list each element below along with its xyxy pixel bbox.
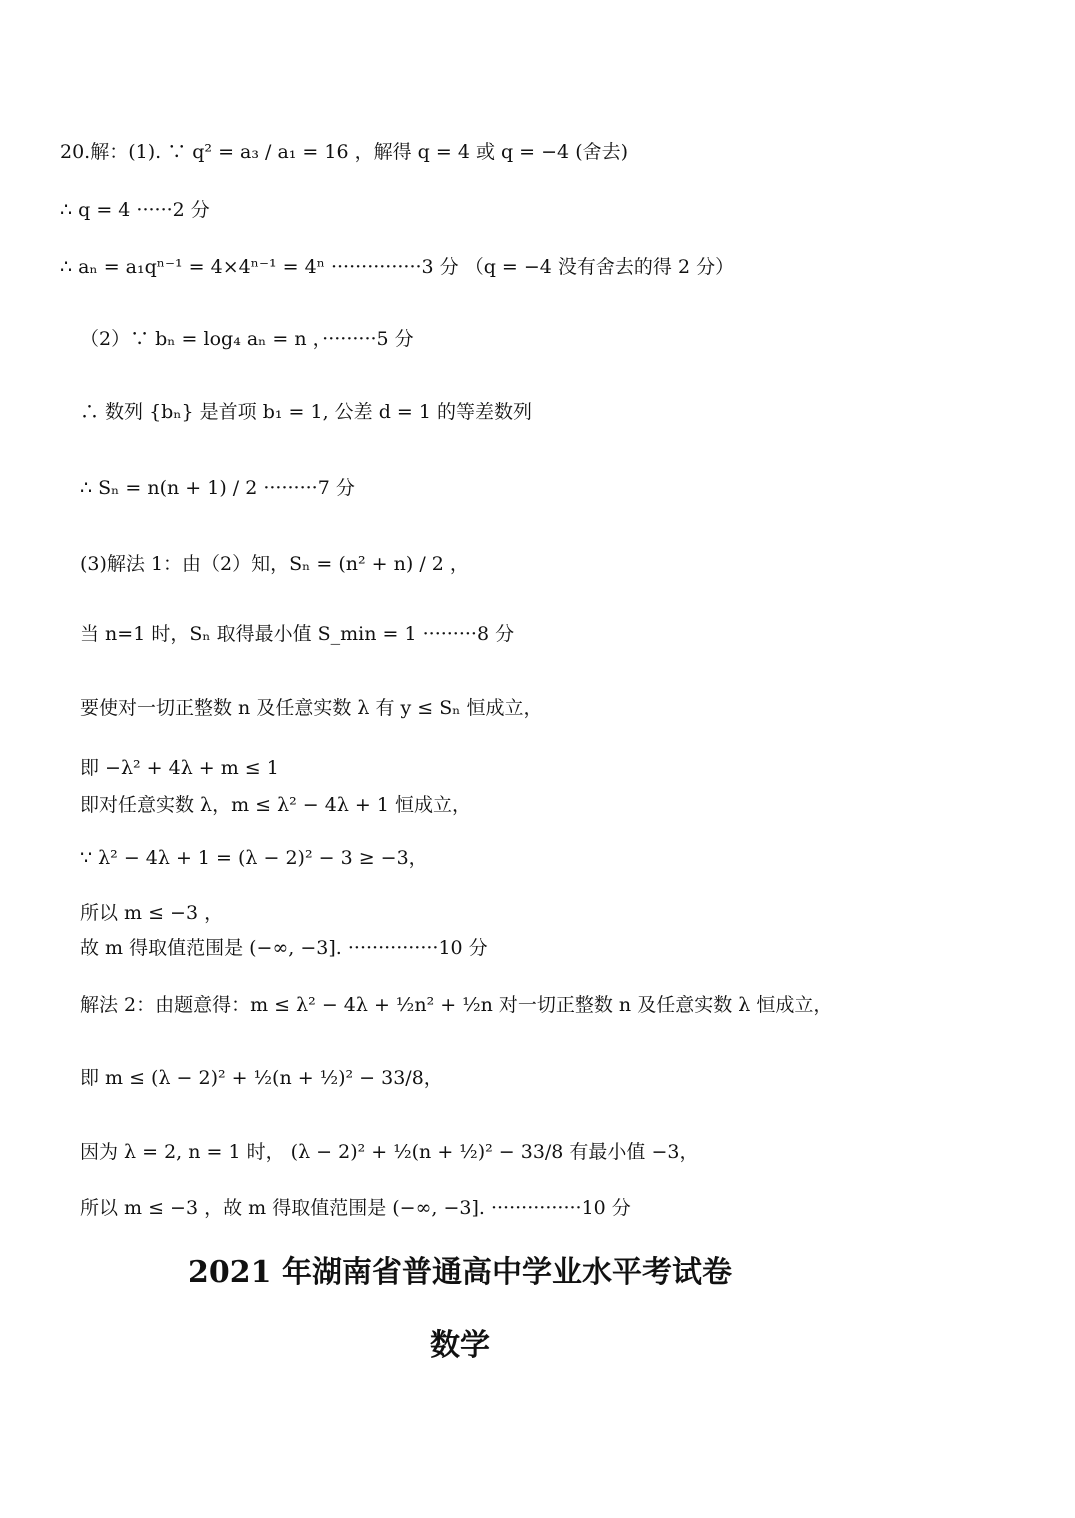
solution-line-7: (3)解法 1：由（2）知，Sₙ = (n² + n) / 2 ， xyxy=(80,553,469,575)
solution-line-6: ∴ Sₙ = n(n + 1) / 2 ·········7 分 xyxy=(80,477,355,499)
solution-line-18: 所以 m ≤ −3 ，故 m 得取值范围是 (−∞, −3]. ···············10 分 xyxy=(80,1197,631,1219)
solution-line-12: ∵ λ² − 4λ + 1 = (λ − 2)² − 3 ≥ −3， xyxy=(80,847,428,869)
exam-title: 2021 年湖南省普通高中学业水平考试卷 xyxy=(188,1255,732,1290)
solution-line-14: 故 m 得取值范围是 (−∞, −3]. ···············10 分 xyxy=(80,937,488,959)
solution-line-2: ∴ q = 4 ······2 分 xyxy=(60,199,210,221)
solution-line-16: 即 m ≤ (λ − 2)² + ½(n + ½)² − 33/8， xyxy=(80,1067,443,1089)
solution-line-3: ∴ aₙ = a₁qⁿ⁻¹ = 4×4ⁿ⁻¹ = 4ⁿ ···············3 分 （q = −4 没有舍去的得 2 分） xyxy=(60,256,735,278)
solution-line-1: 20.解：(1). ∵ q² = a₃ / a₁ = 16 ，解得 q = 4 或 q = −4 (舍去) xyxy=(60,141,629,163)
solution-line-8: 当 n=1 时，Sₙ 取得最小值 S_min = 1 ·········8 分 xyxy=(80,623,515,645)
solution-line-15: 解法 2：由题意得：m ≤ λ² − 4λ + ½n² + ½n 对一切正整数 n 及任意实数 λ 恒成立， xyxy=(80,994,833,1016)
solution-line-5: ∴ 数列 {bₙ} 是首项 b₁ = 1, 公差 d = 1 的等差数列 xyxy=(80,401,532,423)
solution-line-9: 要使对一切正整数 n 及任意实数 λ 有 y ≤ Sₙ 恒成立， xyxy=(80,697,543,719)
solution-line-11: 即对任意实数 λ，m ≤ λ² − 4λ + 1 恒成立， xyxy=(80,794,472,816)
solution-line-10: 即 −λ² + 4λ + m ≤ 1 xyxy=(80,757,279,779)
exam-subject: 数学 xyxy=(430,1328,490,1363)
solution-line-17: 因为 λ = 2, n = 1 时， (λ − 2)² + ½(n + ½)² − 33/8 有最小值 −3， xyxy=(80,1141,699,1163)
solution-line-13: 所以 m ≤ −3 ， xyxy=(80,902,224,924)
solution-line-4: （2）∵ bₙ = log₄ aₙ = n ，·········5 分 xyxy=(80,328,414,350)
